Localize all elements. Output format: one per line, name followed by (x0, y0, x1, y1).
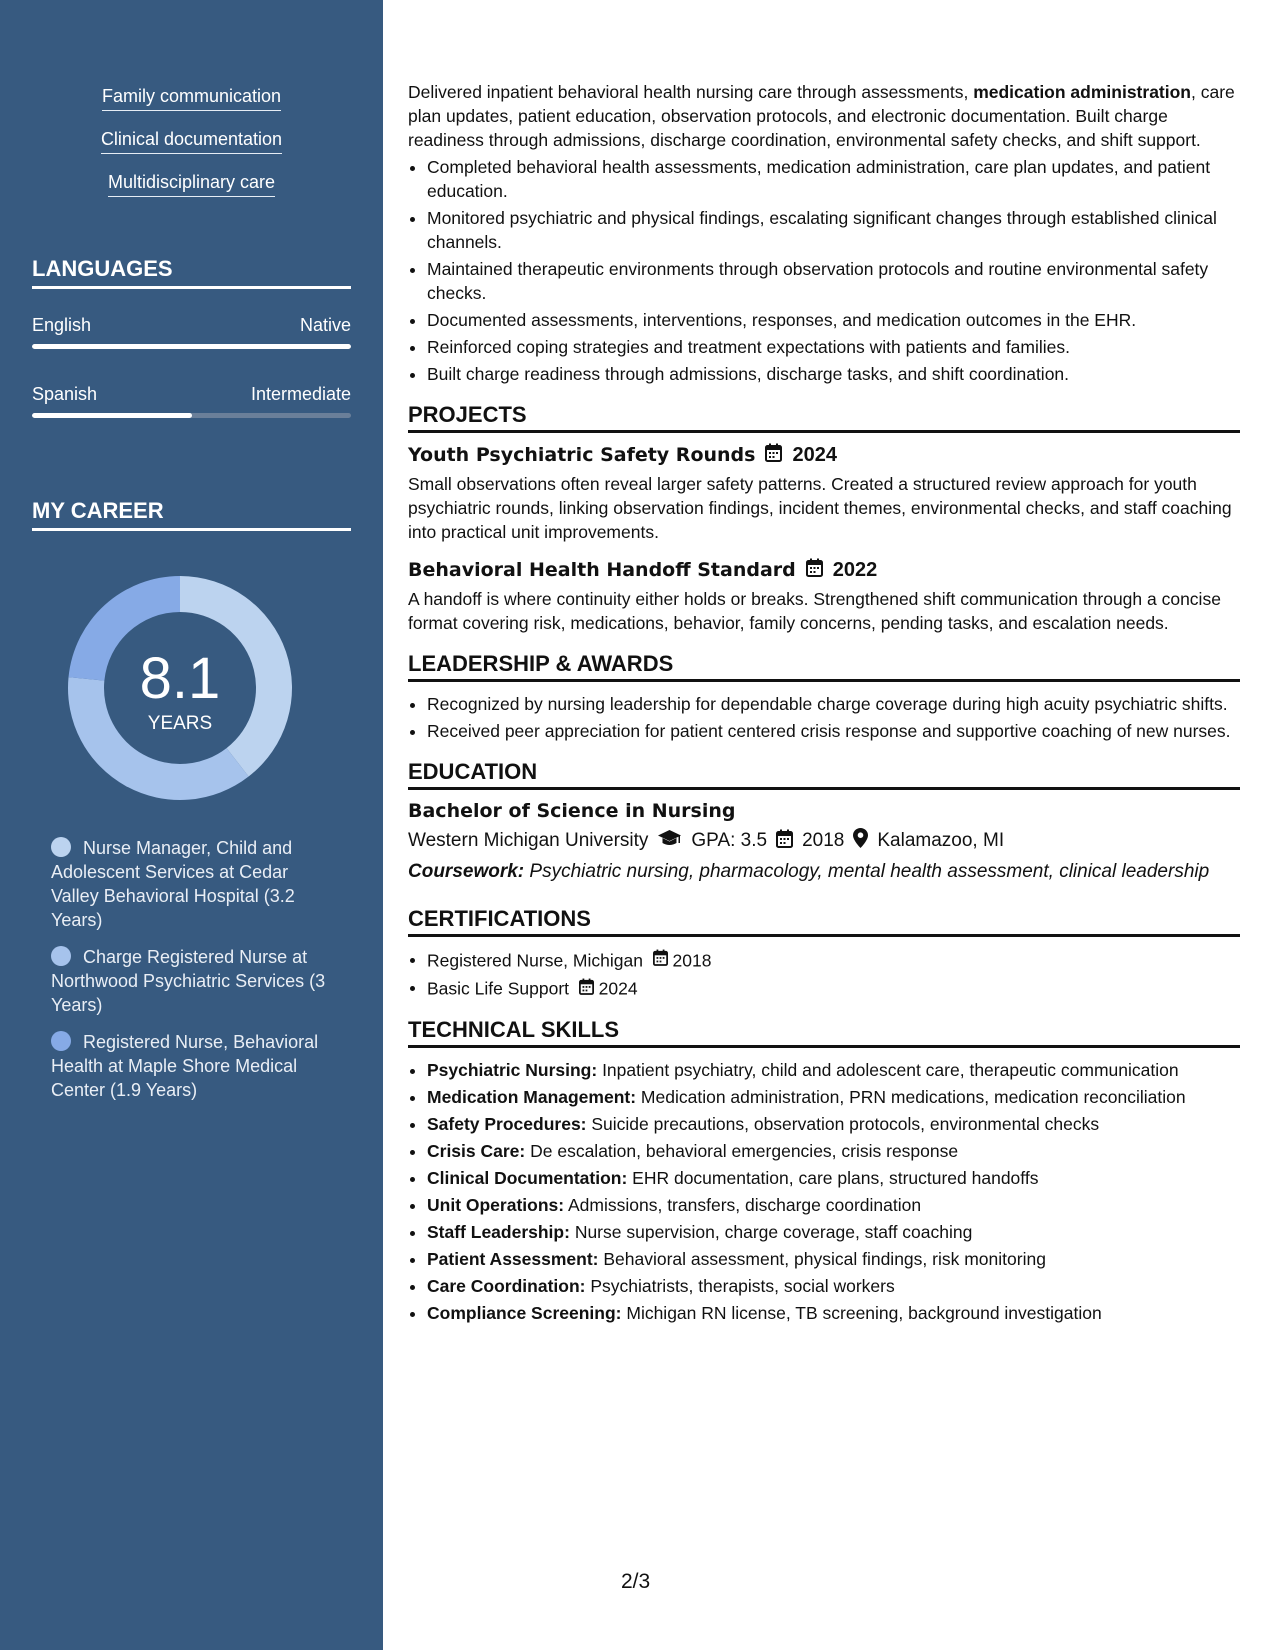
career-list (51, 836, 336, 1115)
skill-text: Suicide precautions, observation protocols, environmental checks (586, 1113, 1100, 1134)
list-item: • Completed behavioral health assessments, medication administration, care plan updates, and patient education. (427, 155, 1240, 203)
skill-label: Compliance Screening: (427, 1302, 622, 1323)
list-item (427, 1301, 1240, 1325)
technical-skills-heading: TECHNICAL SKILLS (408, 1017, 1240, 1048)
language-bar (32, 344, 351, 349)
language-level: Native (299, 315, 351, 335)
skill-label: Care Coordination: (427, 1275, 586, 1296)
career-dot (51, 1031, 71, 1051)
list-item (427, 1058, 1240, 1082)
list-item: • Reinforced coping strategies and treatment expectations with patients and families. (427, 335, 1240, 359)
experience-bullets (408, 155, 1240, 386)
language-bar-fill (32, 344, 351, 349)
list-item: • Built charge readiness through admissions, discharge tasks, and shift coordination. (427, 362, 1240, 386)
skill-label: Staff Leadership: (427, 1221, 570, 1242)
skill-text: De escalation, behavioral emergencies, crisis response (525, 1140, 959, 1161)
summary-bold: medication administration (973, 82, 1191, 102)
summary-text: Delivered inpatient behavioral health nursing care through assessments, (408, 82, 974, 102)
skill-label: Safety Procedures: (427, 1113, 587, 1134)
skill-label: Clinical Documentation: (427, 1167, 628, 1188)
coursework (408, 860, 1240, 884)
list-item (427, 1247, 1240, 1271)
project-title: Behavioral Health Handoff Standard (408, 559, 796, 581)
list-item (427, 947, 1240, 972)
language-name: Spanish (32, 384, 98, 404)
gpa: GPA: 3.5 (691, 830, 768, 851)
language-name: English (32, 315, 92, 335)
location-pin-icon (853, 828, 868, 854)
skill-link[interactable]: Clinical documentation (101, 129, 282, 154)
skill-label: Crisis Care: (427, 1140, 526, 1161)
technical-skills-list (408, 1058, 1240, 1325)
cert-name: Basic Life Support (427, 978, 570, 999)
career-item (51, 945, 336, 1017)
calendar-icon (806, 558, 823, 582)
skill-label: Psychiatric Nursing: (427, 1059, 598, 1080)
career-item-text: Nurse Manager, Child and Adolescent Services at Cedar Valley Behavioral Hospital (3.2 Years) (51, 838, 295, 930)
language-bar-fill (32, 413, 192, 418)
skill-text: Inpatient psychiatry, child and adolescent care, therapeutic communication (597, 1059, 1179, 1080)
skill-label: Medication Management: (427, 1086, 637, 1107)
career-unit: YEARS (147, 713, 213, 734)
calendar-icon (579, 979, 594, 999)
calendar-icon (776, 829, 793, 854)
skill-label: Unit Operations: (427, 1194, 565, 1215)
list-item: • Recognized by nursing leadership for dependable charge coverage during high acuity psychiatric shifts. (427, 692, 1240, 716)
career-dot (51, 946, 71, 966)
list-item (427, 1166, 1240, 1190)
skill-text: EHR documentation, care plans, structured handoffs (627, 1167, 1039, 1188)
skill-text: Medication administration, PRN medications, medication reconciliation (636, 1086, 1186, 1107)
career-item (51, 1030, 336, 1102)
career-item (51, 836, 336, 932)
career-dot (51, 837, 71, 857)
language-row (32, 315, 351, 336)
skill-link[interactable]: Multidisciplinary care (108, 172, 275, 197)
certifications-list (408, 947, 1240, 1001)
list-item (427, 1193, 1240, 1217)
school-name: Western Michigan University (408, 830, 649, 851)
list-item (427, 1274, 1240, 1298)
page-number: 2/3 (621, 1570, 651, 1593)
list-item (427, 1112, 1240, 1136)
projects-heading: PROJECTS (408, 402, 1240, 433)
graduation-cap-icon (657, 829, 682, 854)
cert-name: Registered Nurse, Michigan (427, 950, 643, 971)
project-year: 2022 (832, 558, 878, 581)
project-title-row (408, 558, 1240, 582)
list-item (427, 975, 1240, 1000)
coursework-text: Psychiatric nursing, pharmacology, mental health assessment, clinical leadership (524, 861, 1210, 882)
summary-text: , care plan updates, patient education, observation protocols, and electronic documentation. Built charge readiness through admissions, discharge coordination, environmental safety checks, and shift support. (408, 82, 1235, 150)
skill-text: Nurse supervision, charge coverage, staff coaching (569, 1221, 973, 1242)
education-heading: EDUCATION (408, 759, 1240, 790)
career-total: 8.1 (139, 646, 221, 711)
calendar-icon (765, 443, 782, 467)
experience-summary (408, 80, 1240, 152)
career-item-text: Charge Registered Nurse at Northwood Psychiatric Services (3 Years) (51, 947, 326, 1015)
education-meta (408, 828, 1240, 854)
list-item (427, 1220, 1240, 1244)
coursework-label: Coursework: (408, 861, 525, 882)
project-title: Youth Psychiatric Safety Rounds (408, 444, 756, 466)
language-bar (32, 413, 351, 418)
language-level: Intermediate (250, 384, 351, 404)
skills-list (32, 86, 351, 215)
skill-text: Behavioral assessment, physical findings, risk monitoring (598, 1248, 1046, 1269)
school-location: Kalamazoo, MI (877, 830, 1005, 851)
list-item: • Maintained therapeutic environments through observation protocols and routine environmental safety checks. (427, 257, 1240, 305)
career-item-text: Registered Nurse, Behavioral Health at Maple Shore Medical Center (1.9 Years) (51, 1032, 319, 1100)
skill-text: Michigan RN license, TB screening, background investigation (621, 1302, 1102, 1323)
degree-title: Bachelor of Science in Nursing (408, 800, 736, 822)
project-title-row (408, 443, 1240, 467)
skill-text: Admissions, transfers, discharge coordination (564, 1194, 922, 1215)
cert-year: 2018 (672, 950, 712, 971)
skill-label: Patient Assessment: (427, 1248, 599, 1269)
graduation-year: 2018 (802, 830, 845, 851)
leadership-heading: LEADERSHIP & AWARDS (408, 651, 1240, 682)
skill-text: Psychiatrists, therapists, social workers (585, 1275, 895, 1296)
skill-link[interactable]: Family communication (102, 86, 281, 111)
certifications-heading: CERTIFICATIONS (408, 906, 1240, 937)
language-row (32, 384, 351, 405)
list-item (427, 1139, 1240, 1163)
list-item (427, 1085, 1240, 1109)
leadership-list (408, 692, 1240, 743)
list-item: • Documented assessments, interventions, responses, and medication outcomes in the EHR. (427, 308, 1240, 332)
calendar-icon (653, 950, 668, 970)
project-description: Small observations often reveal larger safety patterns. Created a structured review approach for youth psychiatric rounds, linking observation findings, incident themes, environmental checks, and staff coaching into practical unit improvements. (408, 474, 1232, 542)
cert-year: 2024 (598, 978, 638, 999)
list-item: • Received peer appreciation for patient centered crisis response and supportive coaching of new nurses. (427, 719, 1240, 743)
career-donut-chart (66, 574, 294, 802)
sidebar (0, 0, 383, 1650)
career-heading: MY CAREER (32, 498, 351, 531)
project-description: A handoff is where continuity either holds or breaks. Strengthened shift communication through a concise format covering risk, medications, behavior, family concerns, pending tasks, and escalation needs. (408, 589, 1221, 633)
project-year: 2024 (792, 443, 837, 466)
main-content (408, 0, 1240, 1650)
list-item: • Monitored psychiatric and physical findings, escalating significant changes through established clinical channels. (427, 206, 1240, 254)
languages-heading: LANGUAGES (32, 256, 351, 289)
